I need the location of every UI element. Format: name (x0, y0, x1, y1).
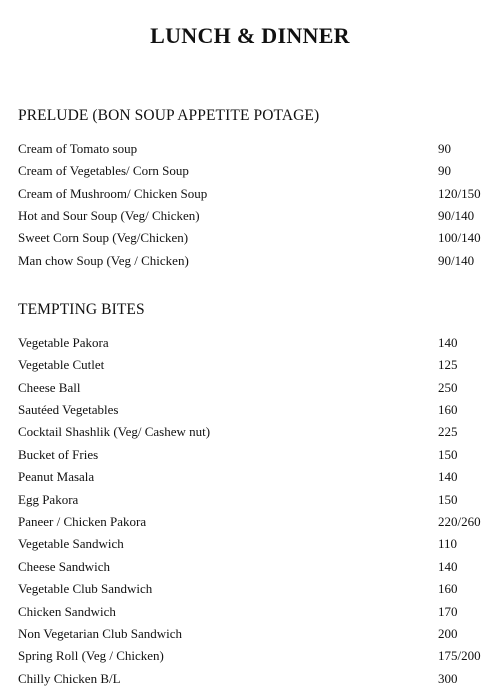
menu-item (18, 250, 488, 272)
item-name: Vegetable Sandwich (18, 536, 124, 552)
menu-item (18, 601, 488, 623)
item-name: Cocktail Shashlik (Veg/ Cashew nut) (18, 424, 211, 440)
item-price: 90/140 (438, 208, 475, 224)
item-price: 140 (438, 334, 458, 350)
menu-list (18, 138, 488, 272)
item-price: 170 (438, 603, 458, 619)
item-price: 160 (438, 402, 458, 418)
item-name: Bucket of Fries (18, 446, 99, 462)
item-price: 160 (438, 581, 458, 597)
menu-item (18, 138, 488, 160)
item-price: 225 (438, 424, 458, 440)
item-name: Sweet Corn Soup (Veg/Chicken) (18, 230, 189, 246)
item-price: 175/200 (438, 648, 481, 664)
menu-item (18, 377, 488, 399)
menu-item (18, 227, 488, 249)
item-price: 250 (438, 379, 458, 395)
item-name: Cream of Mushroom/ Chicken Soup (18, 185, 208, 201)
menu-item (18, 399, 488, 421)
item-name: Cheese Ball (18, 379, 81, 395)
item-price: 140 (438, 469, 458, 485)
item-price: 125 (438, 357, 458, 373)
menu-item (18, 332, 488, 354)
item-name: Chicken Sandwich (18, 603, 116, 619)
section-heading: PRELUDE (BON SOUP APPETITE POTAGE) (18, 106, 320, 124)
item-name: Non Vegetarian Club Sandwich (18, 625, 183, 641)
menu-item (18, 183, 488, 205)
item-price: 140 (438, 558, 458, 574)
item-price: 90 (438, 140, 451, 156)
menu-list (18, 332, 488, 690)
item-name: Cheese Sandwich (18, 558, 111, 574)
page-title: LUNCH & DINNER (150, 22, 350, 48)
item-name: Spring Roll (Veg / Chicken) (18, 648, 164, 664)
item-price: 90 (438, 163, 451, 179)
item-price: 110 (438, 536, 458, 552)
menu-item (18, 578, 488, 600)
section-tempting-bites (18, 286, 488, 690)
item-price: 100/140 (438, 230, 481, 246)
item-price: 200 (438, 625, 458, 641)
item-price: 220/260 (438, 513, 481, 529)
item-name: Egg Pakora (18, 491, 79, 507)
section-heading: TEMPTING BITES (18, 300, 145, 318)
item-price: 120/150 (438, 185, 481, 201)
item-name: Paneer / Chicken Pakora (18, 513, 147, 529)
menu-item (18, 466, 488, 488)
menu-item (18, 511, 488, 533)
item-name: Vegetable Pakora (18, 334, 109, 350)
item-name: Vegetable Club Sandwich (18, 581, 153, 597)
section-prelude (18, 92, 488, 272)
menu-item (18, 354, 488, 376)
item-name: Chilly Chicken B/L (18, 670, 121, 686)
item-name: Peanut Masala (18, 469, 95, 485)
menu-item (18, 533, 488, 555)
item-name: Hot and Sour Soup (Veg/ Chicken) (18, 208, 200, 224)
item-name: Sautéed Vegetables (18, 402, 119, 418)
item-price: 150 (438, 446, 458, 462)
menu-item (18, 489, 488, 511)
item-price: 150 (438, 491, 458, 507)
menu-item (18, 421, 488, 443)
menu-item (18, 645, 488, 667)
item-name: Man chow Soup (Veg / Chicken) (18, 252, 189, 268)
item-name: Vegetable Cutlet (18, 357, 105, 373)
menu-item (18, 668, 488, 690)
menu-item (18, 205, 488, 227)
menu-item (18, 556, 488, 578)
menu-item (18, 623, 488, 645)
menu-item (18, 160, 488, 182)
item-name: Cream of Tomato soup (18, 140, 138, 156)
item-price: 90/140 (438, 252, 475, 268)
item-name: Cream of Vegetables/ Corn Soup (18, 163, 189, 179)
item-price: 300 (438, 670, 458, 686)
menu-item (18, 444, 488, 466)
